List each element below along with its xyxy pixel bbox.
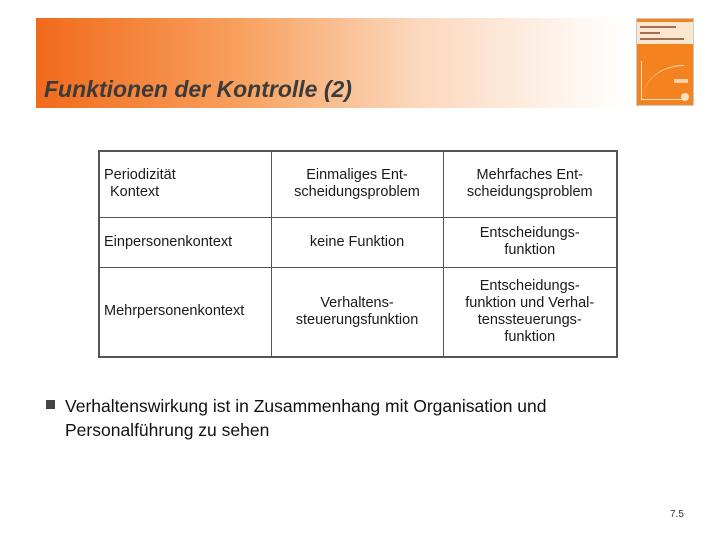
cell-text: Entscheidungs- funktion [479,225,580,258]
bullet-icon [46,400,55,409]
corner-cell [99,151,271,217]
book-cover-line [640,32,660,34]
book-cover-line [640,26,676,28]
slide-number: 7.5 [670,509,684,520]
header-cell-mehrfach [443,151,617,217]
header-label-einmalig: Einmaliges Ent- scheidungsproblem [294,167,420,201]
book-cover-icon [636,18,694,106]
row-label-mehrpersonen: Mehrpersonenkontext [99,267,271,357]
bullet-text: Verhaltenswirkung ist in Zusammenhang mit Organisation und Personalführung zu sehen [65,396,547,440]
table-row-header [99,151,617,217]
cell-mehrpersonen-einmalig [271,267,443,357]
corner-label-kontext: Kontext [110,184,160,201]
book-cover-line [640,38,684,40]
function-matrix-table [98,150,618,358]
header-label-mehrfach: Mehrfaches Ent- scheidungsproblem [466,167,593,201]
header-cell-einmalig [271,151,443,217]
table-row [99,217,617,267]
cell-text: Entscheidungs- funktion und Verhal- tenssteuerungs- funktion [465,277,595,345]
cell-mehrpersonen-mehrfach [443,267,617,357]
cell-einpersonen-einmalig [271,217,443,267]
cell-text: keine Funktion [309,233,405,250]
book-cover-figure [674,79,688,83]
cell-einpersonen-mehrfach [443,217,617,267]
cell-text: Verhaltens- steuerungsfunktion [295,294,419,328]
publisher-logo-icon [681,93,689,101]
table-row [99,267,617,357]
row-label-einpersonen: Einpersonenkontext [99,217,271,267]
corner-label-periodizitaet: Periodizität [104,167,176,184]
slide-title: Funktionen der Kontrolle (2) [44,76,352,102]
